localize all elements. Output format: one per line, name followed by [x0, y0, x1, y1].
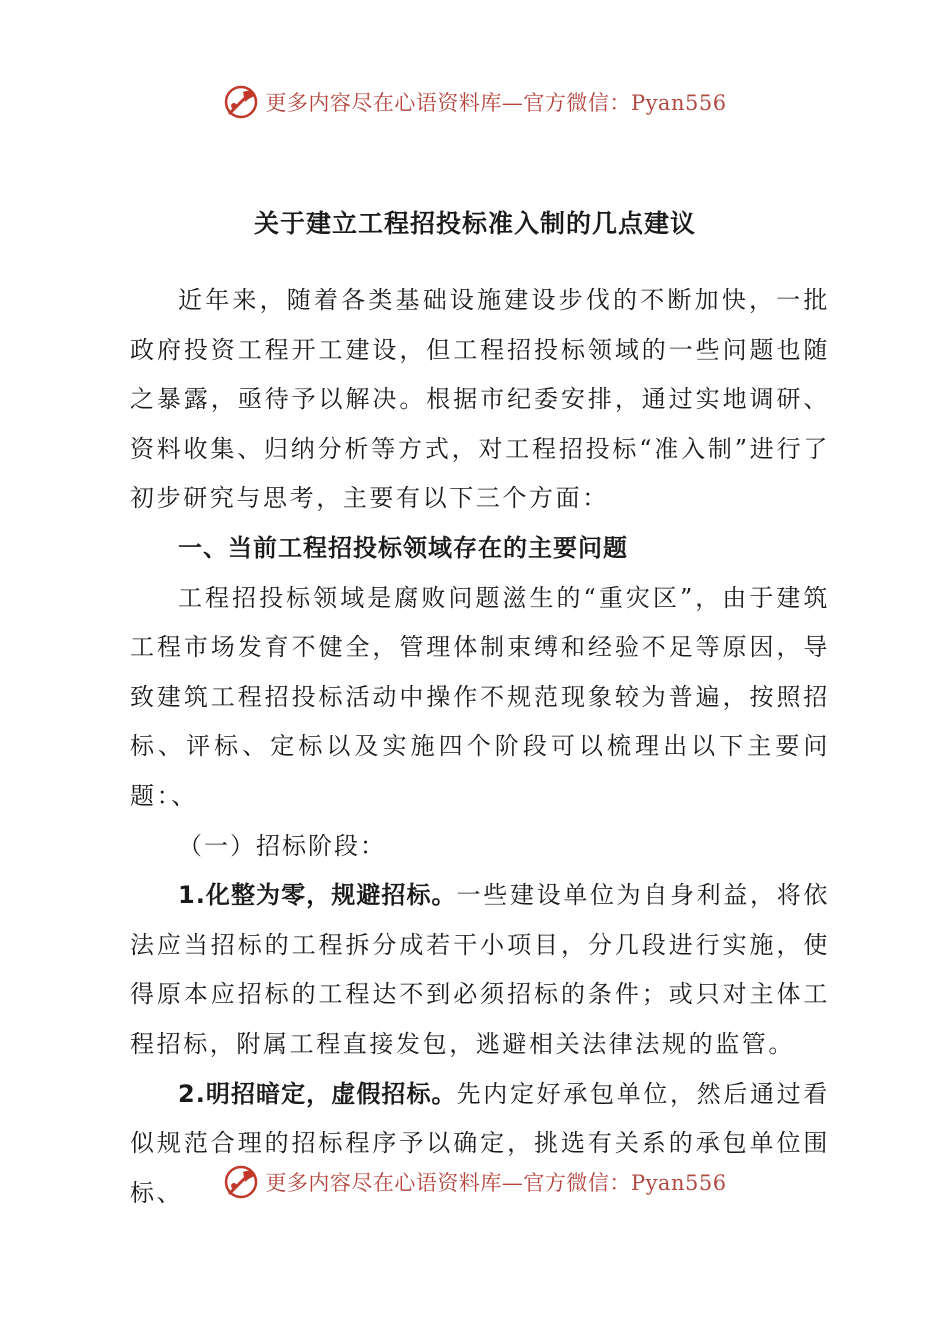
section-paragraph: 工程招投标领域是腐败问题滋生的“重灾区”，由于建筑工程市场发育不健全，管理体制束缚和经验不足等原因，导致建筑工程招投标活动中操作不规范现象较为普遍，按照招标、评标、定标以及实施四个阶段可以梳理出以下主要问题：、 [130, 583, 830, 810]
subsection-heading: （一）招标阶段： [178, 831, 386, 860]
section-heading: 一、当前工程招投标领域存在的主要问题 [178, 533, 628, 562]
header-watermark-banner [0, 80, 950, 124]
wechat-id: Pyan556 [630, 91, 727, 115]
item-paragraph-1 [130, 871, 830, 1069]
banner-text: 更多内容尽在心语资料库—官方微信：Pyan556 [265, 91, 727, 115]
footer-watermark-banner [0, 1160, 950, 1204]
quill-logo-icon [223, 84, 259, 120]
quill-logo-icon [223, 1164, 259, 1200]
item-body-2: 先内定好承包单位，然后通过看似规范合理的招标程序予以确定，挑选有关系的承包单位围标、 [130, 1079, 830, 1207]
item-lead-1: 1.化整为零，规避招标。 [178, 881, 457, 910]
document-title: 关于建立工程招投标准入制的几点建议 [253, 209, 696, 238]
wechat-id: Pyan556 [630, 1171, 727, 1195]
item-lead-2: 2.明招暗定，虚假招标。 [178, 1079, 457, 1108]
intro-paragraph: 近年来，随着各类基础设施建设步伐的不断加快，一批政府投资工程开工建设，但工程招投标领域的一些问题也随之暴露，亟待予以解决。根据市纪委安排，通过实地调研、资料收集、归纳分析等方式，对工程招投标“准入制”进行了初步研究与思考，主要有以下三个方面： [130, 286, 830, 513]
item-body-1: 一些建设单位为自身利益，将依法应当招标的工程拆分成若干小项目，分几段进行实施，使得原本应招标的工程达不到必须招标的条件；或只对主体工程招标，附属工程直接发包，逃避相关法律法规的监管。 [130, 881, 830, 1058]
banner-text: 更多内容尽在心语资料库—官方微信：Pyan556 [265, 1171, 727, 1195]
document-body [130, 276, 830, 1218]
